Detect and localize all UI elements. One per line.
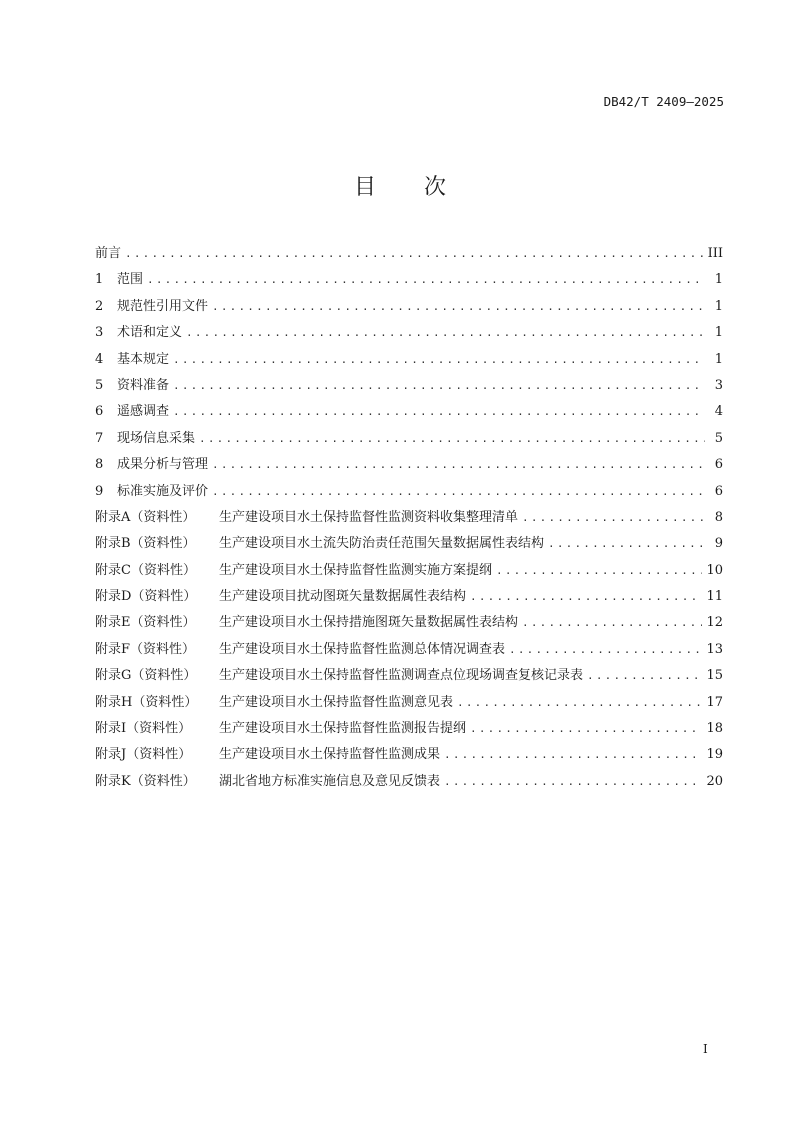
toc-entry-appendix[interactable]	[95, 770, 723, 796]
toc-label: 生产建设项目扰动图斑矢量数据属性表结构	[219, 589, 467, 605]
toc-page: 4	[714, 404, 723, 420]
toc-entry-appendix[interactable]	[95, 691, 723, 717]
toc-entry-appendix[interactable]	[95, 743, 723, 769]
toc-page: 17	[706, 694, 723, 710]
dot-leader	[212, 485, 705, 498]
toc-entry-section[interactable]	[95, 348, 723, 374]
toc-label: 生产建设项目水土保持措施图斑矢量数据属性表结构	[219, 615, 519, 631]
toc-page: 5	[714, 430, 723, 446]
toc-entry-appendix[interactable]	[95, 585, 723, 611]
toc-entry-appendix[interactable]	[95, 717, 723, 743]
toc-entry-section[interactable]	[95, 374, 723, 400]
toc-number: 2	[95, 298, 104, 314]
toc-label: 生产建设项目水土保持监督性监测报告提纲	[219, 721, 467, 737]
toc-page: 6	[714, 483, 723, 499]
dot-leader	[470, 722, 702, 735]
toc-page: 13	[706, 641, 723, 657]
toc-label: 湖北省地方标准实施信息及意见反馈表	[219, 773, 441, 789]
toc-label: 生产建设项目水土保持监督性监测成果	[219, 747, 441, 763]
toc-label: 范围	[117, 272, 144, 288]
toc-page: 6	[714, 457, 723, 473]
dot-leader	[548, 537, 705, 550]
appendix-id: 附录G（资料性）	[95, 668, 197, 684]
toc-number: 8	[95, 457, 104, 473]
appendix-id: 附录F（资料性）	[95, 641, 196, 657]
toc-number: 1	[95, 272, 104, 288]
appendix-id: 附录C（资料性）	[95, 562, 196, 578]
toc-label: 生产建设项目水土流失防治责任范围矢量数据属性表结构	[219, 536, 545, 552]
dot-leader	[457, 696, 702, 709]
dot-leader	[186, 326, 705, 339]
appendix-id: 附录D（资料性）	[95, 589, 197, 605]
toc-number: 6	[95, 404, 104, 420]
toc-number: 9	[95, 483, 104, 499]
appendix-id: 附录J（资料性）	[95, 747, 192, 763]
toc-label: 资料准备	[117, 377, 170, 393]
dot-leader	[522, 616, 702, 629]
toc-number: 7	[95, 430, 104, 446]
toc-label: 生产建设项目水土保持监督性监测实施方案提纲	[219, 562, 493, 578]
appendix-id: 附录K（资料性）	[95, 773, 196, 789]
toc-page: 1	[714, 351, 723, 367]
toc-label: 生产建设项目水土保持监督性监测资料收集整理清单	[219, 509, 519, 525]
toc-label: 规范性引用文件	[117, 298, 209, 314]
toc-label: 成果分析与管理	[117, 457, 209, 473]
toc-page: 3	[714, 377, 723, 393]
toc-page: 12	[706, 615, 723, 631]
toc-page: III	[707, 246, 723, 261]
toc-page: 1	[714, 272, 723, 288]
toc-page: 1	[714, 298, 723, 314]
dot-leader	[444, 748, 702, 761]
dot-leader	[173, 353, 705, 366]
toc-entry-section[interactable]	[95, 268, 723, 294]
toc-entry-appendix[interactable]	[95, 559, 723, 585]
dot-leader	[212, 300, 705, 313]
toc-label: 现场信息采集	[117, 430, 196, 446]
dot-leader	[444, 775, 702, 788]
toc-entry-section[interactable]	[95, 480, 723, 506]
toc-page: 20	[706, 773, 723, 789]
toc-label: 生产建设项目水土保持监督性监测总体情况调查表	[219, 641, 506, 657]
toc-label: 标准实施及评价	[117, 483, 209, 499]
toc-page: 18	[706, 721, 723, 737]
appendix-id: 附录I（资料性）	[95, 721, 192, 737]
toc-page: 15	[706, 668, 723, 684]
dot-leader	[173, 405, 705, 418]
toc-page: 1	[714, 325, 723, 341]
appendix-id: 附录H（资料性）	[95, 694, 198, 710]
toc-page: 11	[706, 589, 723, 605]
dot-leader	[522, 511, 705, 524]
toc-label: 生产建设项目水土保持监督性监测意见表	[219, 694, 454, 710]
title-char-1: 目	[353, 175, 376, 200]
appendix-id: 附录B（资料性）	[95, 536, 196, 552]
dot-leader	[470, 590, 702, 603]
toc-label: 术语和定义	[117, 325, 183, 341]
toc-entry-foreword[interactable]	[95, 242, 723, 268]
toc-label: 基本规定	[117, 351, 170, 367]
dot-leader	[147, 273, 705, 286]
toc-label: 前言	[95, 246, 122, 261]
table-of-contents	[95, 242, 723, 796]
toc-number: 3	[95, 325, 104, 341]
page-title	[0, 170, 800, 201]
toc-label: 生产建设项目水土保持监督性监测调查点位现场调查复核记录表	[219, 668, 584, 684]
dot-leader	[125, 247, 704, 260]
toc-entry-appendix[interactable]	[95, 611, 723, 637]
dot-leader	[173, 379, 705, 392]
toc-number: 4	[95, 351, 104, 367]
toc-page: 19	[706, 747, 723, 763]
toc-entry-section[interactable]	[95, 321, 723, 347]
toc-entry-appendix[interactable]	[95, 532, 723, 558]
toc-entry-appendix[interactable]	[95, 638, 723, 664]
appendix-id: 附录A（资料性）	[95, 509, 196, 525]
toc-page: 9	[714, 536, 723, 552]
toc-number: 5	[95, 377, 104, 393]
toc-entry-appendix[interactable]	[95, 506, 723, 532]
appendix-id: 附录E（资料性）	[95, 615, 196, 631]
dot-leader	[509, 643, 702, 656]
toc-label: 遥感调查	[117, 404, 170, 420]
toc-entry-appendix[interactable]	[95, 664, 723, 690]
dot-leader	[199, 432, 705, 445]
toc-entry-section[interactable]	[95, 295, 723, 321]
toc-page: 8	[714, 509, 723, 525]
toc-entry-section[interactable]	[95, 453, 723, 479]
dot-leader	[496, 564, 702, 577]
toc-entry-section[interactable]	[95, 400, 723, 426]
dot-leader	[587, 669, 702, 682]
toc-page: 10	[706, 562, 723, 578]
standard-number: DB42/T 2409—2025	[603, 94, 724, 109]
page-number: I	[703, 1042, 708, 1056]
dot-leader	[212, 458, 705, 471]
title-char-2: 次	[424, 175, 447, 200]
toc-entry-section[interactable]	[95, 427, 723, 453]
